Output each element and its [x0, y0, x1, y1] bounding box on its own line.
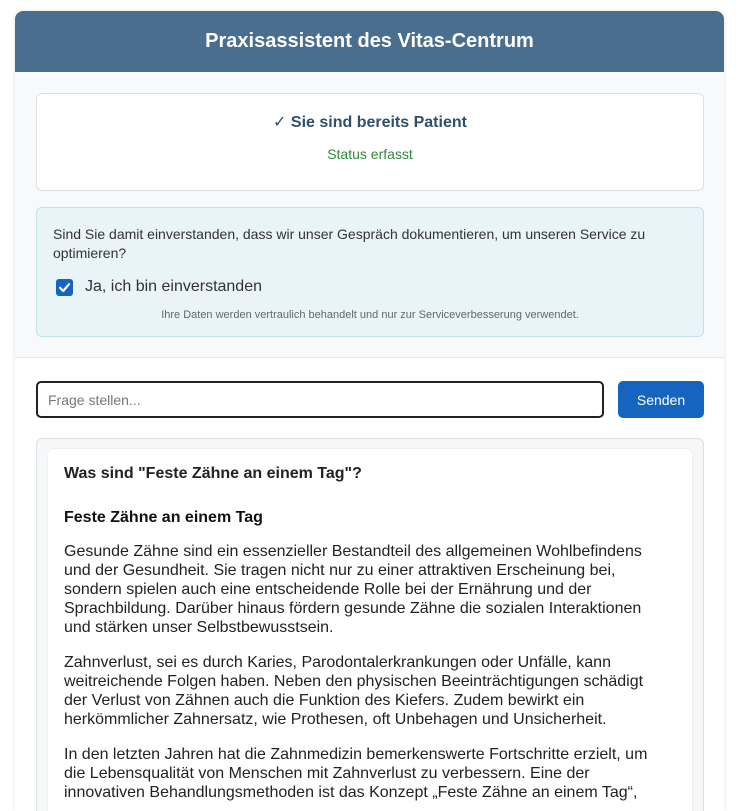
chat-area [15, 357, 724, 811]
response-paragraph: Zahnverlust, sei es durch Karies, Parodontalerkrankungen oder Unfälle, kann weitreichende Folgen haben. Neben den physischen Beeinträchtigungen schädigt der Verlust von Zähnen auch die Funktion des Kiefers. Zudem bewirkt ein herkömmlicher Zahnersatz, wie Prothesen, oft Unbehagen und Unsicherheit. [64, 654, 644, 728]
response-body [64, 542, 664, 811]
check-icon: ✓ [273, 114, 287, 131]
consent-box [36, 207, 704, 337]
response-card [48, 449, 692, 811]
status-subtitle: Status erfasst [327, 146, 413, 162]
consent-checkbox-label[interactable]: Ja, ich bin einverstanden [85, 278, 262, 295]
consent-question: Sind Sie damit einverstanden, dass wir unser Gespräch dokumentieren, um unseren Service zu optimieren? [53, 226, 646, 261]
response-panel [36, 438, 704, 811]
header-bar [15, 11, 724, 72]
response-paragraph: Gesunde Zähne sind ein essenzieller Bestandteil des allgemeinen Wohlbefindens und der Gesundheit. Sie tragen nicht nur zu einer attraktiven Erscheinung bei, sondern spielen auch eine entscheidende Rolle bei der Ernährung und der Sprachbildung. Darüber hinaus fördern gesunde Zähne die sozialen Interaktionen und stärken unser Selbstbewusstsein. [64, 543, 642, 636]
question-input[interactable] [36, 381, 604, 418]
response-question: Was sind "Feste Zähne an einem Tag"? [64, 465, 362, 482]
checkmark-icon [58, 281, 71, 294]
assistant-window [15, 11, 724, 811]
question-input-row [36, 381, 704, 421]
consent-checkbox[interactable] [56, 279, 73, 296]
status-title-text: Sie sind bereits Patient [290, 114, 467, 131]
patient-status-card [36, 93, 704, 191]
status-title [37, 112, 703, 132]
consent-checkbox-row[interactable] [56, 278, 262, 296]
page-title: Praxisassistent des Vitas-Centrum [205, 30, 534, 52]
send-button[interactable]: Senden [618, 381, 704, 418]
response-heading: Feste Zähne an einem Tag [64, 509, 263, 526]
privacy-note: Ihre Daten werden vertraulich behandelt und nur zur Serviceverbesserung verwendet. [161, 309, 579, 321]
response-paragraph: In den letzten Jahren hat die Zahnmedizin bemerkenswerte Fortschritte erzielt, um die Lebensqualität von Menschen mit Zahnverlust zu verbessern. Eine der innovativen Behandlungsmethoden ist das Konzept „Feste Zähne an einem Tag“, [64, 746, 648, 801]
